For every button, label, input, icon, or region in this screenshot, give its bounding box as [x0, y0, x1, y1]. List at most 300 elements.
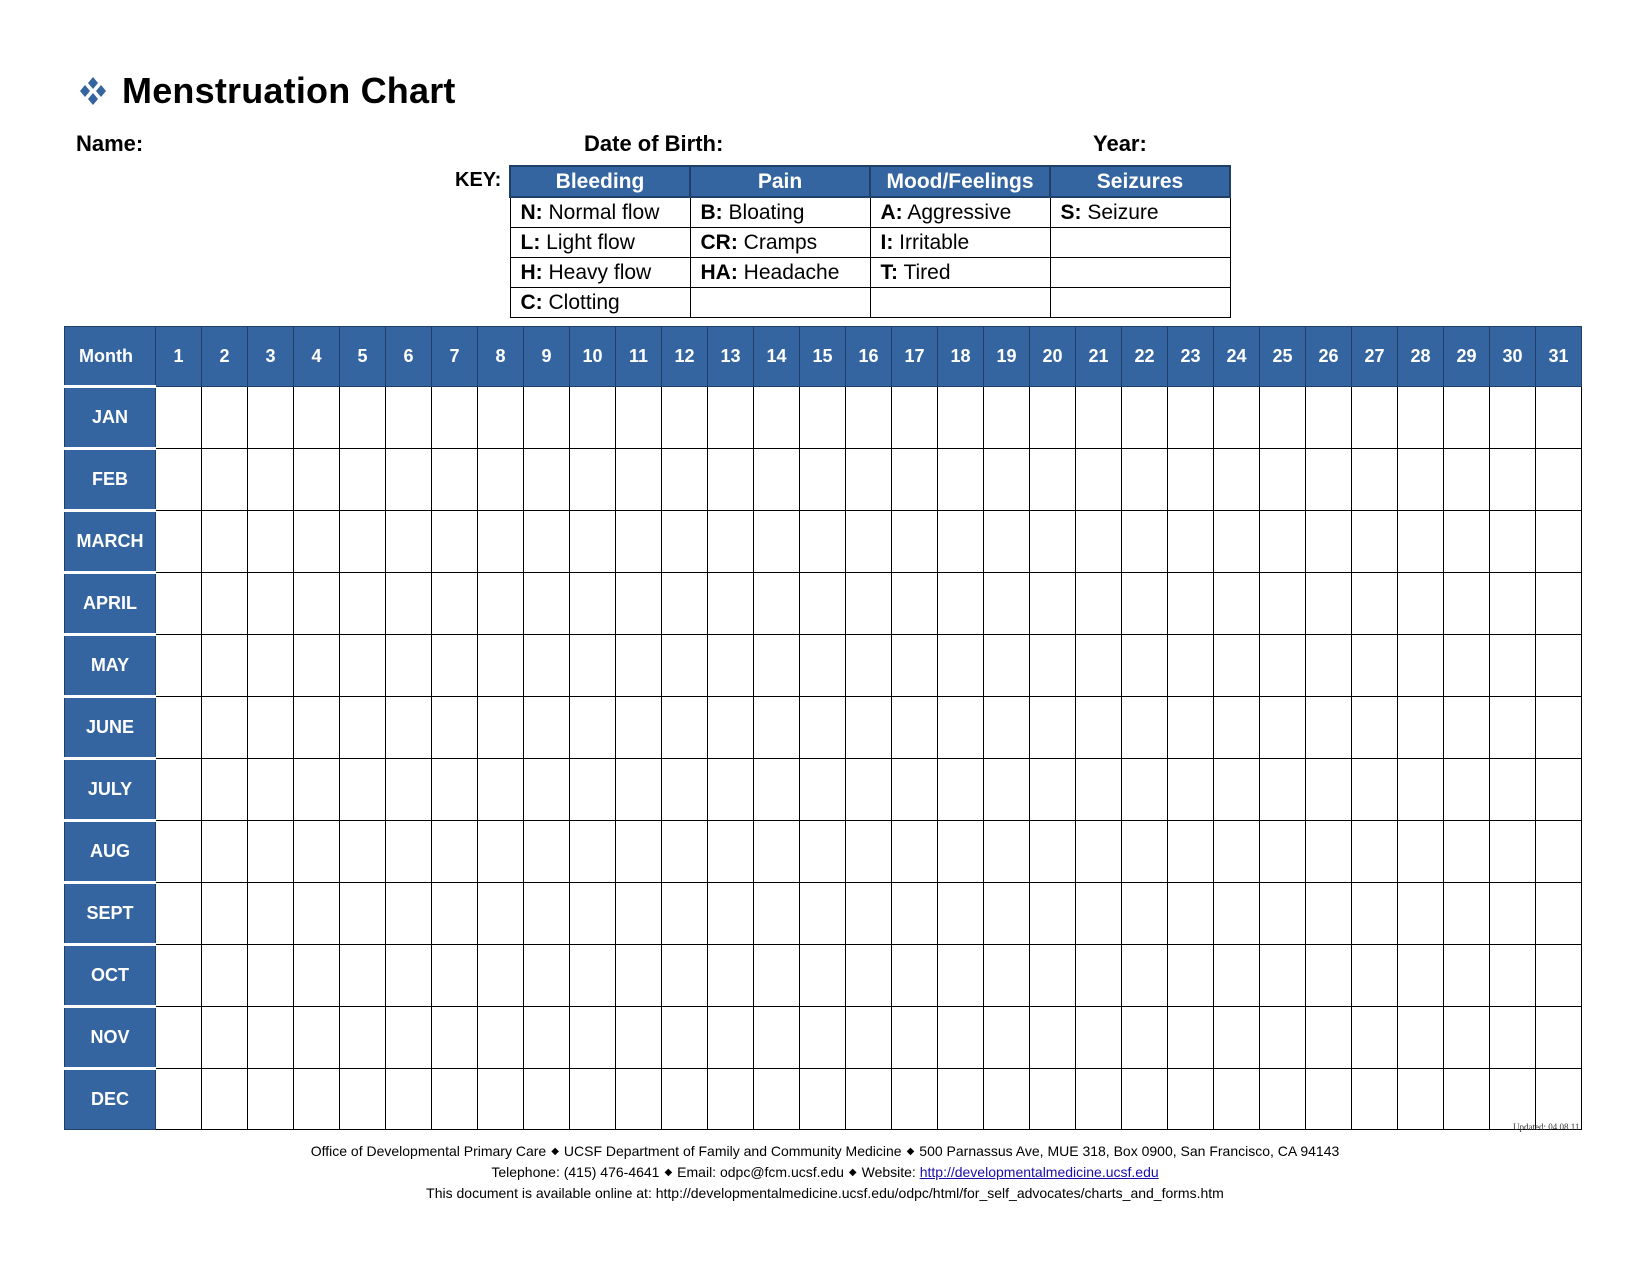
- day-entry-cell[interactable]: [432, 759, 478, 821]
- day-entry-cell[interactable]: [892, 387, 938, 449]
- day-entry-cell[interactable]: [1536, 635, 1582, 697]
- day-entry-cell[interactable]: [1398, 635, 1444, 697]
- day-entry-cell[interactable]: [202, 945, 248, 1007]
- day-entry-cell[interactable]: [616, 1069, 662, 1130]
- day-entry-cell[interactable]: [1076, 759, 1122, 821]
- day-entry-cell[interactable]: [800, 387, 846, 449]
- day-entry-cell[interactable]: [202, 635, 248, 697]
- day-entry-cell[interactable]: [938, 635, 984, 697]
- day-entry-cell[interactable]: [1122, 945, 1168, 1007]
- day-entry-cell[interactable]: [1490, 821, 1536, 883]
- day-entry-cell[interactable]: [662, 573, 708, 635]
- day-entry-cell[interactable]: [938, 821, 984, 883]
- day-entry-cell[interactable]: [294, 697, 340, 759]
- day-entry-cell[interactable]: [1260, 821, 1306, 883]
- day-entry-cell[interactable]: [892, 449, 938, 511]
- day-entry-cell[interactable]: [892, 635, 938, 697]
- day-entry-cell[interactable]: [1444, 635, 1490, 697]
- day-entry-cell[interactable]: [892, 883, 938, 945]
- day-entry-cell[interactable]: [616, 449, 662, 511]
- day-entry-cell[interactable]: [1122, 511, 1168, 573]
- day-entry-cell[interactable]: [1398, 387, 1444, 449]
- day-entry-cell[interactable]: [570, 945, 616, 1007]
- day-entry-cell[interactable]: [1352, 635, 1398, 697]
- day-entry-cell[interactable]: [570, 821, 616, 883]
- day-entry-cell[interactable]: [202, 511, 248, 573]
- day-entry-cell[interactable]: [754, 449, 800, 511]
- day-entry-cell[interactable]: [1260, 1069, 1306, 1130]
- day-entry-cell[interactable]: [248, 945, 294, 1007]
- day-entry-cell[interactable]: [340, 511, 386, 573]
- day-entry-cell[interactable]: [340, 1069, 386, 1130]
- day-entry-cell[interactable]: [1398, 821, 1444, 883]
- day-entry-cell[interactable]: [1536, 1069, 1582, 1130]
- day-entry-cell[interactable]: [616, 387, 662, 449]
- day-entry-cell[interactable]: [478, 697, 524, 759]
- day-entry-cell[interactable]: [1352, 697, 1398, 759]
- day-entry-cell[interactable]: [1490, 387, 1536, 449]
- day-entry-cell[interactable]: [708, 449, 754, 511]
- day-entry-cell[interactable]: [570, 1069, 616, 1130]
- day-entry-cell[interactable]: [1076, 1069, 1122, 1130]
- day-entry-cell[interactable]: [1398, 1007, 1444, 1069]
- day-entry-cell[interactable]: [1352, 821, 1398, 883]
- day-entry-cell[interactable]: [1168, 759, 1214, 821]
- day-entry-cell[interactable]: [432, 449, 478, 511]
- day-entry-cell[interactable]: [984, 883, 1030, 945]
- day-entry-cell[interactable]: [1398, 697, 1444, 759]
- day-entry-cell[interactable]: [524, 1007, 570, 1069]
- day-entry-cell[interactable]: [984, 449, 1030, 511]
- day-entry-cell[interactable]: [1260, 883, 1306, 945]
- day-entry-cell[interactable]: [248, 573, 294, 635]
- day-entry-cell[interactable]: [1260, 635, 1306, 697]
- day-entry-cell[interactable]: [248, 821, 294, 883]
- day-entry-cell[interactable]: [524, 697, 570, 759]
- day-entry-cell[interactable]: [156, 697, 202, 759]
- day-entry-cell[interactable]: [1306, 635, 1352, 697]
- day-entry-cell[interactable]: [386, 945, 432, 1007]
- day-entry-cell[interactable]: [846, 1069, 892, 1130]
- day-entry-cell[interactable]: [1352, 759, 1398, 821]
- day-entry-cell[interactable]: [662, 945, 708, 1007]
- day-entry-cell[interactable]: [846, 511, 892, 573]
- day-entry-cell[interactable]: [938, 697, 984, 759]
- day-entry-cell[interactable]: [294, 449, 340, 511]
- day-entry-cell[interactable]: [1030, 1069, 1076, 1130]
- day-entry-cell[interactable]: [1444, 387, 1490, 449]
- day-entry-cell[interactable]: [1352, 1007, 1398, 1069]
- day-entry-cell[interactable]: [202, 573, 248, 635]
- day-entry-cell[interactable]: [1260, 759, 1306, 821]
- day-entry-cell[interactable]: [800, 697, 846, 759]
- day-entry-cell[interactable]: [1168, 1007, 1214, 1069]
- day-entry-cell[interactable]: [938, 573, 984, 635]
- day-entry-cell[interactable]: [1076, 883, 1122, 945]
- day-entry-cell[interactable]: [846, 387, 892, 449]
- day-entry-cell[interactable]: [1168, 945, 1214, 1007]
- day-entry-cell[interactable]: [478, 635, 524, 697]
- day-entry-cell[interactable]: [800, 883, 846, 945]
- day-entry-cell[interactable]: [1030, 387, 1076, 449]
- day-entry-cell[interactable]: [570, 759, 616, 821]
- day-entry-cell[interactable]: [708, 821, 754, 883]
- day-entry-cell[interactable]: [1352, 945, 1398, 1007]
- day-entry-cell[interactable]: [846, 1007, 892, 1069]
- day-entry-cell[interactable]: [524, 635, 570, 697]
- day-entry-cell[interactable]: [1352, 511, 1398, 573]
- day-entry-cell[interactable]: [1306, 759, 1352, 821]
- day-entry-cell[interactable]: [156, 945, 202, 1007]
- day-entry-cell[interactable]: [156, 511, 202, 573]
- day-entry-cell[interactable]: [156, 387, 202, 449]
- day-entry-cell[interactable]: [432, 387, 478, 449]
- day-entry-cell[interactable]: [662, 883, 708, 945]
- day-entry-cell[interactable]: [1306, 945, 1352, 1007]
- day-entry-cell[interactable]: [708, 697, 754, 759]
- day-entry-cell[interactable]: [1398, 511, 1444, 573]
- day-entry-cell[interactable]: [1214, 387, 1260, 449]
- day-entry-cell[interactable]: [1122, 883, 1168, 945]
- day-entry-cell[interactable]: [1306, 511, 1352, 573]
- day-entry-cell[interactable]: [524, 1069, 570, 1130]
- day-entry-cell[interactable]: [386, 1069, 432, 1130]
- day-entry-cell[interactable]: [1536, 821, 1582, 883]
- day-entry-cell[interactable]: [570, 573, 616, 635]
- day-entry-cell[interactable]: [478, 573, 524, 635]
- day-entry-cell[interactable]: [1214, 697, 1260, 759]
- day-entry-cell[interactable]: [1444, 573, 1490, 635]
- day-entry-cell[interactable]: [1168, 883, 1214, 945]
- day-entry-cell[interactable]: [156, 1069, 202, 1130]
- day-entry-cell[interactable]: [1214, 573, 1260, 635]
- day-entry-cell[interactable]: [478, 1069, 524, 1130]
- day-entry-cell[interactable]: [754, 635, 800, 697]
- day-entry-cell[interactable]: [294, 1069, 340, 1130]
- day-entry-cell[interactable]: [294, 883, 340, 945]
- day-entry-cell[interactable]: [248, 449, 294, 511]
- day-entry-cell[interactable]: [800, 759, 846, 821]
- day-entry-cell[interactable]: [248, 697, 294, 759]
- day-entry-cell[interactable]: [1260, 573, 1306, 635]
- day-entry-cell[interactable]: [1076, 511, 1122, 573]
- day-entry-cell[interactable]: [846, 697, 892, 759]
- day-entry-cell[interactable]: [892, 945, 938, 1007]
- day-entry-cell[interactable]: [1352, 573, 1398, 635]
- day-entry-cell[interactable]: [1536, 1007, 1582, 1069]
- day-entry-cell[interactable]: [1398, 1069, 1444, 1130]
- day-entry-cell[interactable]: [1122, 759, 1168, 821]
- day-entry-cell[interactable]: [616, 511, 662, 573]
- day-entry-cell[interactable]: [156, 449, 202, 511]
- day-entry-cell[interactable]: [202, 1069, 248, 1130]
- day-entry-cell[interactable]: [432, 883, 478, 945]
- day-entry-cell[interactable]: [1030, 511, 1076, 573]
- day-entry-cell[interactable]: [754, 1007, 800, 1069]
- day-entry-cell[interactable]: [1214, 1069, 1260, 1130]
- day-entry-cell[interactable]: [386, 635, 432, 697]
- day-entry-cell[interactable]: [754, 821, 800, 883]
- day-entry-cell[interactable]: [1490, 449, 1536, 511]
- day-entry-cell[interactable]: [1168, 449, 1214, 511]
- day-entry-cell[interactable]: [662, 449, 708, 511]
- day-entry-cell[interactable]: [156, 1007, 202, 1069]
- day-entry-cell[interactable]: [1030, 821, 1076, 883]
- day-entry-cell[interactable]: [524, 883, 570, 945]
- day-entry-cell[interactable]: [478, 511, 524, 573]
- day-entry-cell[interactable]: [156, 759, 202, 821]
- day-entry-cell[interactable]: [984, 697, 1030, 759]
- day-entry-cell[interactable]: [340, 883, 386, 945]
- day-entry-cell[interactable]: [938, 511, 984, 573]
- day-entry-cell[interactable]: [202, 821, 248, 883]
- day-entry-cell[interactable]: [1536, 449, 1582, 511]
- day-entry-cell[interactable]: [524, 573, 570, 635]
- day-entry-cell[interactable]: [1030, 759, 1076, 821]
- day-entry-cell[interactable]: [616, 1007, 662, 1069]
- day-entry-cell[interactable]: [846, 449, 892, 511]
- day-entry-cell[interactable]: [570, 387, 616, 449]
- day-entry-cell[interactable]: [1536, 511, 1582, 573]
- day-entry-cell[interactable]: [1260, 511, 1306, 573]
- day-entry-cell[interactable]: [892, 511, 938, 573]
- day-entry-cell[interactable]: [938, 883, 984, 945]
- day-entry-cell[interactable]: [984, 387, 1030, 449]
- day-entry-cell[interactable]: [800, 945, 846, 1007]
- day-entry-cell[interactable]: [892, 697, 938, 759]
- day-entry-cell[interactable]: [1444, 821, 1490, 883]
- day-entry-cell[interactable]: [294, 635, 340, 697]
- day-entry-cell[interactable]: [432, 821, 478, 883]
- day-entry-cell[interactable]: [1168, 573, 1214, 635]
- day-entry-cell[interactable]: [984, 1069, 1030, 1130]
- day-entry-cell[interactable]: [524, 945, 570, 1007]
- day-entry-cell[interactable]: [846, 945, 892, 1007]
- day-entry-cell[interactable]: [524, 387, 570, 449]
- day-entry-cell[interactable]: [248, 1007, 294, 1069]
- day-entry-cell[interactable]: [1030, 635, 1076, 697]
- day-entry-cell[interactable]: [1030, 883, 1076, 945]
- day-entry-cell[interactable]: [1444, 945, 1490, 1007]
- day-entry-cell[interactable]: [1168, 1069, 1214, 1130]
- day-entry-cell[interactable]: [1168, 635, 1214, 697]
- day-entry-cell[interactable]: [616, 945, 662, 1007]
- day-entry-cell[interactable]: [892, 573, 938, 635]
- day-entry-cell[interactable]: [1076, 573, 1122, 635]
- day-entry-cell[interactable]: [754, 1069, 800, 1130]
- day-entry-cell[interactable]: [478, 883, 524, 945]
- day-entry-cell[interactable]: [1260, 387, 1306, 449]
- day-entry-cell[interactable]: [1536, 759, 1582, 821]
- day-entry-cell[interactable]: [386, 759, 432, 821]
- day-entry-cell[interactable]: [662, 821, 708, 883]
- day-entry-cell[interactable]: [846, 821, 892, 883]
- day-entry-cell[interactable]: [1076, 387, 1122, 449]
- day-entry-cell[interactable]: [1168, 511, 1214, 573]
- day-entry-cell[interactable]: [478, 449, 524, 511]
- day-entry-cell[interactable]: [892, 1069, 938, 1130]
- day-entry-cell[interactable]: [938, 759, 984, 821]
- day-entry-cell[interactable]: [478, 945, 524, 1007]
- day-entry-cell[interactable]: [1214, 449, 1260, 511]
- day-entry-cell[interactable]: [1030, 573, 1076, 635]
- day-entry-cell[interactable]: [1122, 697, 1168, 759]
- day-entry-cell[interactable]: [1076, 697, 1122, 759]
- day-entry-cell[interactable]: [1306, 883, 1352, 945]
- day-entry-cell[interactable]: [1214, 1007, 1260, 1069]
- day-entry-cell[interactable]: [1444, 883, 1490, 945]
- day-entry-cell[interactable]: [984, 635, 1030, 697]
- day-entry-cell[interactable]: [386, 449, 432, 511]
- day-entry-cell[interactable]: [938, 945, 984, 1007]
- day-entry-cell[interactable]: [616, 697, 662, 759]
- day-entry-cell[interactable]: [1490, 573, 1536, 635]
- day-entry-cell[interactable]: [340, 387, 386, 449]
- day-entry-cell[interactable]: [432, 697, 478, 759]
- day-entry-cell[interactable]: [386, 1007, 432, 1069]
- day-entry-cell[interactable]: [202, 449, 248, 511]
- day-entry-cell[interactable]: [662, 635, 708, 697]
- day-entry-cell[interactable]: [248, 1069, 294, 1130]
- day-entry-cell[interactable]: [1260, 945, 1306, 1007]
- day-entry-cell[interactable]: [386, 573, 432, 635]
- day-entry-cell[interactable]: [432, 573, 478, 635]
- day-entry-cell[interactable]: [1122, 573, 1168, 635]
- day-entry-cell[interactable]: [1306, 1007, 1352, 1069]
- day-entry-cell[interactable]: [294, 573, 340, 635]
- day-entry-cell[interactable]: [1536, 387, 1582, 449]
- day-entry-cell[interactable]: [1030, 945, 1076, 1007]
- day-entry-cell[interactable]: [754, 573, 800, 635]
- day-entry-cell[interactable]: [1214, 945, 1260, 1007]
- day-entry-cell[interactable]: [1306, 821, 1352, 883]
- day-entry-cell[interactable]: [1260, 449, 1306, 511]
- day-entry-cell[interactable]: [662, 1007, 708, 1069]
- day-entry-cell[interactable]: [432, 1007, 478, 1069]
- day-entry-cell[interactable]: [846, 573, 892, 635]
- day-entry-cell[interactable]: [340, 1007, 386, 1069]
- day-entry-cell[interactable]: [1352, 387, 1398, 449]
- day-entry-cell[interactable]: [570, 635, 616, 697]
- day-entry-cell[interactable]: [708, 387, 754, 449]
- day-entry-cell[interactable]: [1444, 697, 1490, 759]
- day-entry-cell[interactable]: [156, 573, 202, 635]
- day-entry-cell[interactable]: [1122, 1069, 1168, 1130]
- day-entry-cell[interactable]: [1444, 511, 1490, 573]
- day-entry-cell[interactable]: [248, 759, 294, 821]
- day-entry-cell[interactable]: [984, 759, 1030, 821]
- day-entry-cell[interactable]: [616, 573, 662, 635]
- day-entry-cell[interactable]: [1306, 449, 1352, 511]
- day-entry-cell[interactable]: [1306, 697, 1352, 759]
- day-entry-cell[interactable]: [1030, 1007, 1076, 1069]
- day-entry-cell[interactable]: [202, 697, 248, 759]
- day-entry-cell[interactable]: [1214, 511, 1260, 573]
- day-entry-cell[interactable]: [754, 759, 800, 821]
- day-entry-cell[interactable]: [708, 759, 754, 821]
- day-entry-cell[interactable]: [1490, 1069, 1536, 1130]
- day-entry-cell[interactable]: [1260, 1007, 1306, 1069]
- day-entry-cell[interactable]: [570, 449, 616, 511]
- day-entry-cell[interactable]: [754, 883, 800, 945]
- day-entry-cell[interactable]: [708, 635, 754, 697]
- day-entry-cell[interactable]: [1490, 511, 1536, 573]
- day-entry-cell[interactable]: [156, 883, 202, 945]
- day-entry-cell[interactable]: [1444, 759, 1490, 821]
- day-entry-cell[interactable]: [1214, 759, 1260, 821]
- day-entry-cell[interactable]: [938, 387, 984, 449]
- day-entry-cell[interactable]: [570, 697, 616, 759]
- day-entry-cell[interactable]: [984, 821, 1030, 883]
- day-entry-cell[interactable]: [754, 511, 800, 573]
- day-entry-cell[interactable]: [800, 635, 846, 697]
- day-entry-cell[interactable]: [938, 449, 984, 511]
- day-entry-cell[interactable]: [1122, 635, 1168, 697]
- day-entry-cell[interactable]: [386, 883, 432, 945]
- day-entry-cell[interactable]: [1214, 883, 1260, 945]
- day-entry-cell[interactable]: [1490, 1007, 1536, 1069]
- day-entry-cell[interactable]: [1352, 449, 1398, 511]
- day-entry-cell[interactable]: [294, 945, 340, 1007]
- day-entry-cell[interactable]: [432, 635, 478, 697]
- day-entry-cell[interactable]: [800, 1007, 846, 1069]
- day-entry-cell[interactable]: [616, 635, 662, 697]
- day-entry-cell[interactable]: [1168, 387, 1214, 449]
- day-entry-cell[interactable]: [1444, 1007, 1490, 1069]
- day-entry-cell[interactable]: [1214, 635, 1260, 697]
- day-entry-cell[interactable]: [1352, 883, 1398, 945]
- day-entry-cell[interactable]: [984, 945, 1030, 1007]
- day-entry-cell[interactable]: [1214, 821, 1260, 883]
- day-entry-cell[interactable]: [1490, 945, 1536, 1007]
- day-entry-cell[interactable]: [662, 759, 708, 821]
- day-entry-cell[interactable]: [1398, 449, 1444, 511]
- day-entry-cell[interactable]: [800, 449, 846, 511]
- day-entry-cell[interactable]: [294, 387, 340, 449]
- day-entry-cell[interactable]: [708, 573, 754, 635]
- day-entry-cell[interactable]: [892, 759, 938, 821]
- day-entry-cell[interactable]: [478, 1007, 524, 1069]
- day-entry-cell[interactable]: [1490, 697, 1536, 759]
- day-entry-cell[interactable]: [248, 883, 294, 945]
- day-entry-cell[interactable]: [984, 511, 1030, 573]
- day-entry-cell[interactable]: [846, 883, 892, 945]
- day-entry-cell[interactable]: [754, 945, 800, 1007]
- day-entry-cell[interactable]: [1536, 697, 1582, 759]
- day-entry-cell[interactable]: [984, 1007, 1030, 1069]
- day-entry-cell[interactable]: [478, 387, 524, 449]
- day-entry-cell[interactable]: [202, 883, 248, 945]
- day-entry-cell[interactable]: [294, 821, 340, 883]
- day-entry-cell[interactable]: [1076, 945, 1122, 1007]
- day-entry-cell[interactable]: [1168, 821, 1214, 883]
- day-entry-cell[interactable]: [524, 449, 570, 511]
- day-entry-cell[interactable]: [892, 821, 938, 883]
- day-entry-cell[interactable]: [570, 883, 616, 945]
- day-entry-cell[interactable]: [294, 511, 340, 573]
- day-entry-cell[interactable]: [202, 387, 248, 449]
- day-entry-cell[interactable]: [524, 759, 570, 821]
- day-entry-cell[interactable]: [248, 387, 294, 449]
- day-entry-cell[interactable]: [340, 635, 386, 697]
- day-entry-cell[interactable]: [156, 635, 202, 697]
- day-entry-cell[interactable]: [202, 759, 248, 821]
- day-entry-cell[interactable]: [340, 449, 386, 511]
- day-entry-cell[interactable]: [1444, 1069, 1490, 1130]
- day-entry-cell[interactable]: [432, 511, 478, 573]
- day-entry-cell[interactable]: [570, 1007, 616, 1069]
- day-entry-cell[interactable]: [248, 511, 294, 573]
